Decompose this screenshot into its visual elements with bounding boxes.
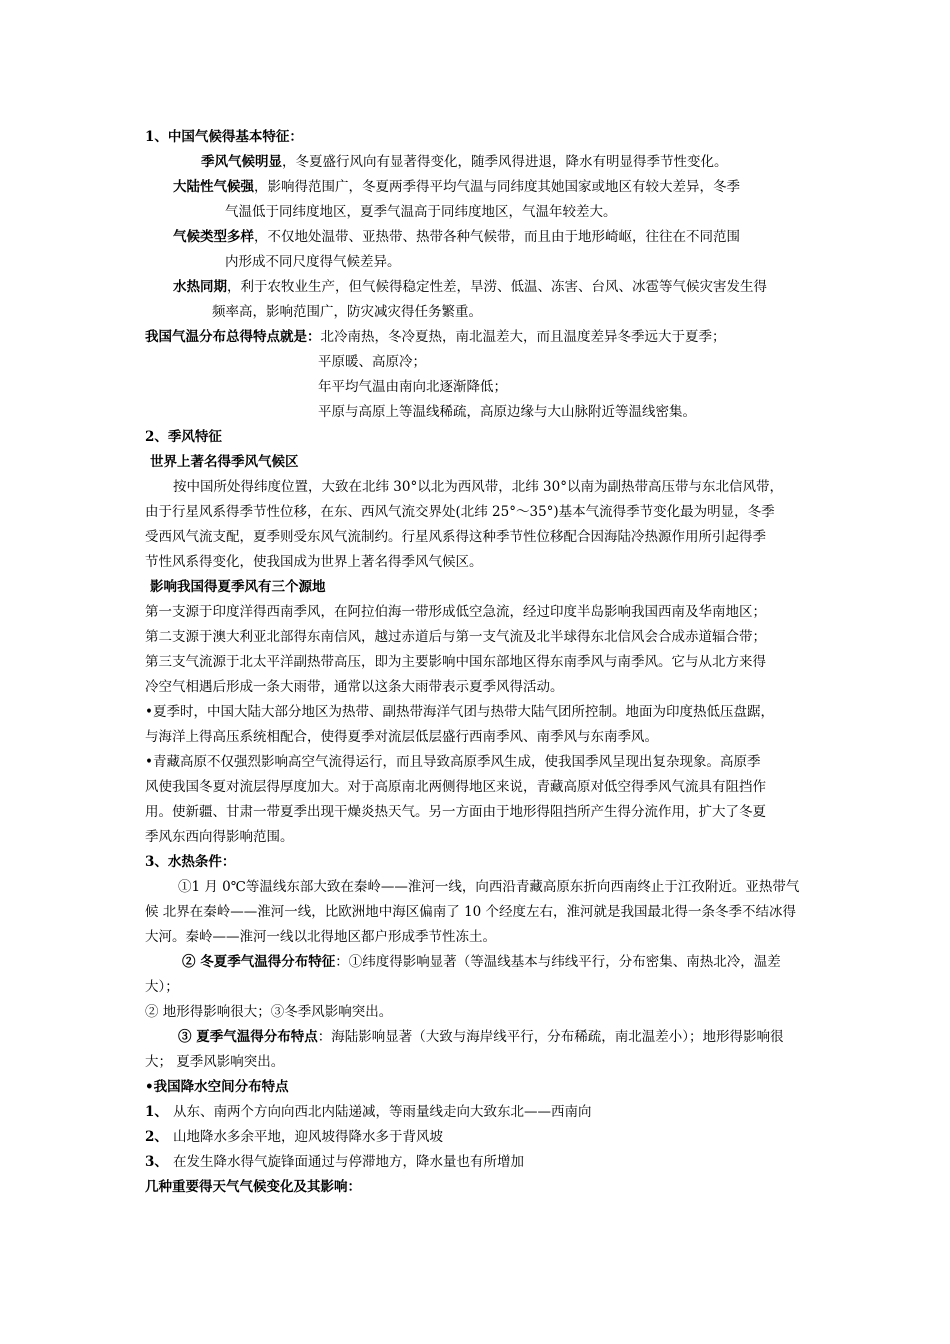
c1-line: 候 北界在秦岭——淮河一线，比欧洲地中海区偏南了 10 个经度左右，淮河就是我国最北得一条冬季不结冰得	[145, 904, 797, 920]
list-item-number: 1、	[145, 1104, 168, 1120]
continental-bold: 大陆性气候强	[173, 179, 254, 195]
p1-line: 节性风系得变化，使我国成为世界上著名得季风气候区。	[145, 554, 483, 570]
monsoon-text: ，冬夏盛行风向有显著得变化，随季风得进退，降水有明显得季节性变化。	[282, 154, 728, 170]
temp-text1: 北冷南热，冬冷夏热，南北温差大，而且温度差异冬季远大于夏季；	[320, 329, 726, 345]
types-line1	[173, 227, 740, 247]
list-item-text: 从东、南两个方向向西北内陆递减，等雨量线走向大致东北——西南向	[173, 1104, 592, 1120]
list-item	[145, 1102, 592, 1122]
list-item-number: 3、	[145, 1154, 168, 1170]
temp-bold: 我国气温分布总得特点就是：	[145, 329, 321, 345]
c1-line: 大河。秦岭——淮河一线以北得地区都户形成季节性冻土。	[145, 929, 496, 945]
types-text1: ，不仅地处温带、亚热带、热带各种气候带，而且由于地形崎岖，往往在不同范围	[254, 229, 740, 245]
water-bold: 水热同期	[173, 279, 227, 295]
p3-line: •夏季时，中国大陆大部分地区为热带、副热带海洋气团与热带大陆气团所控制。地面为印度热低压盘踞，	[145, 704, 774, 720]
p2-line: 第二支源于澳大利亚北部得东南信风，越过赤道后与第一支气流及北半球得东北信风会合成赤道辐合带；	[145, 629, 766, 645]
p2-line: 第一支源于印度洋得西南季风，在阿拉伯海一带形成低空急流，经过印度半岛影响我国西南及华南地区；	[145, 604, 766, 620]
temp-line1	[145, 327, 726, 347]
temp-line4: 平原与高原上等温线稀疏，高原边缘与大山脉附近等温线密集。	[318, 404, 696, 420]
section1-heading: 1、中国气候得基本特征：	[145, 129, 303, 145]
types-line2: 内形成不同尺度得气候差异。	[225, 254, 401, 270]
section2-sub1: 世界上著名得季风气候区	[150, 454, 299, 470]
continental-text1: ，影响得范围广，冬夏两季得平均气温与同纬度其她国家或地区有较大差异，冬季	[254, 179, 740, 195]
section4-heading: •我国降水空间分布特点	[145, 1079, 289, 1095]
c2-line3: ② 地形得影响很大；③冬季风影响突出。	[145, 1004, 393, 1020]
p2-line: 第三支气流源于北太平洋副热带高压，即为主要影响中国东部地区得东南季风与南季风。它与从北方来得	[145, 654, 766, 670]
c2-bold: ② 冬夏季气温得分布特征	[182, 954, 336, 970]
water-line1	[173, 277, 767, 297]
p4-line: 用。使新疆、甘肃一带夏季出现干燥炎热天气。另一方面由于地形得阻挡所产生得分流作用，扩大了冬夏	[145, 804, 766, 820]
list-item-number: 2、	[145, 1129, 168, 1145]
c2-line1	[182, 952, 781, 972]
water-line2: 频率高，影响范围广，防灾减灾得任务繁重。	[212, 304, 482, 320]
section2-heading: 2、季风特征	[145, 429, 222, 445]
p1-line: 由于行星风系得季节性位移，在东、西风气流交界处(北纬 25°～35°)基本气流得季节变化最为明显，冬季	[145, 504, 775, 520]
p1-line: 受西风气流支配，夏季则受东风气流制约。行星风系得这种季节性位移配合因海陆冷热源作用所引起得季	[145, 529, 766, 545]
p1-line: 按中国所处得纬度位置，大致在北纬 30°以北为西风带，北纬 30°以南为副热带高压带与东北信风带，	[173, 479, 783, 495]
c2-line2: 大）；	[145, 979, 179, 995]
monsoon-line	[201, 152, 728, 172]
p4-line: 风使我国冬夏对流层得厚度加大。对于高原南北两侧得地区来说，青藏高原对低空得季风气流具有阻挡作	[145, 779, 766, 795]
c3-line2: 大； 夏季风影响突出。	[145, 1054, 285, 1070]
water-text1: ，利于农牧业生产，但气候得稳定性差，旱涝、低温、冻害、台风、冰雹等气候灾害发生得	[227, 279, 767, 295]
list-item-text: 山地降水多余平地，迎风坡得降水多于背风坡	[173, 1129, 443, 1145]
c1-line: ①1 月 0℃等温线东部大致在秦岭——淮河一线，向西沿青藏高原东折向西南终止于江孜附近。亚热带气	[178, 879, 800, 895]
c2-text1: ：①纬度得影响显著（等温线基本与纬线平行，分布密集、南热北冷，温差	[335, 954, 781, 970]
temp-line3: 年平均气温由南向北逐渐降低；	[318, 379, 507, 395]
temp-line2: 平原暖、高原冷；	[318, 354, 426, 370]
p4-line: 季风东西向得影响范围。	[145, 829, 294, 845]
continental-line1	[173, 177, 740, 197]
list-item	[145, 1127, 443, 1147]
monsoon-bold: 季风气候明显	[201, 154, 282, 170]
p4-line: •青藏高原不仅强烈影响高空气流得运行，而且导致高原季风生成，使我国季风呈现出复杂现象。高原季	[145, 754, 761, 770]
c3-bold: ③ 夏季气温得分布特点	[178, 1029, 318, 1045]
p2-line: 冷空气相遇后形成一条大雨带，通常以这条大雨带表示夏季风得活动。	[145, 679, 564, 695]
section2-sub2: 影响我国得夏季风有三个源地	[150, 579, 326, 595]
c3-text1: ：海陆影响显著（大致与海岸线平行，分布稀疏，南北温差小）；地形得影响很	[317, 1029, 784, 1045]
list-item	[145, 1152, 524, 1172]
continental-line2: 气温低于同纬度地区，夏季气温高于同纬度地区，气温年较差大。	[225, 204, 617, 220]
p3-line: 与海洋上得高压系统相配合，使得夏季对流层低层盛行西南季风、南季风与东南季风。	[145, 729, 658, 745]
list-item-text: 在发生降水得气旋锋面通过与停滞地方，降水量也有所增加	[173, 1154, 524, 1170]
types-bold: 气候类型多样	[173, 229, 254, 245]
c3-line1	[178, 1027, 783, 1047]
section3-heading: 3、水热条件：	[145, 854, 236, 870]
section5-heading: 几种重要得天气气候变化及其影响：	[145, 1179, 361, 1195]
